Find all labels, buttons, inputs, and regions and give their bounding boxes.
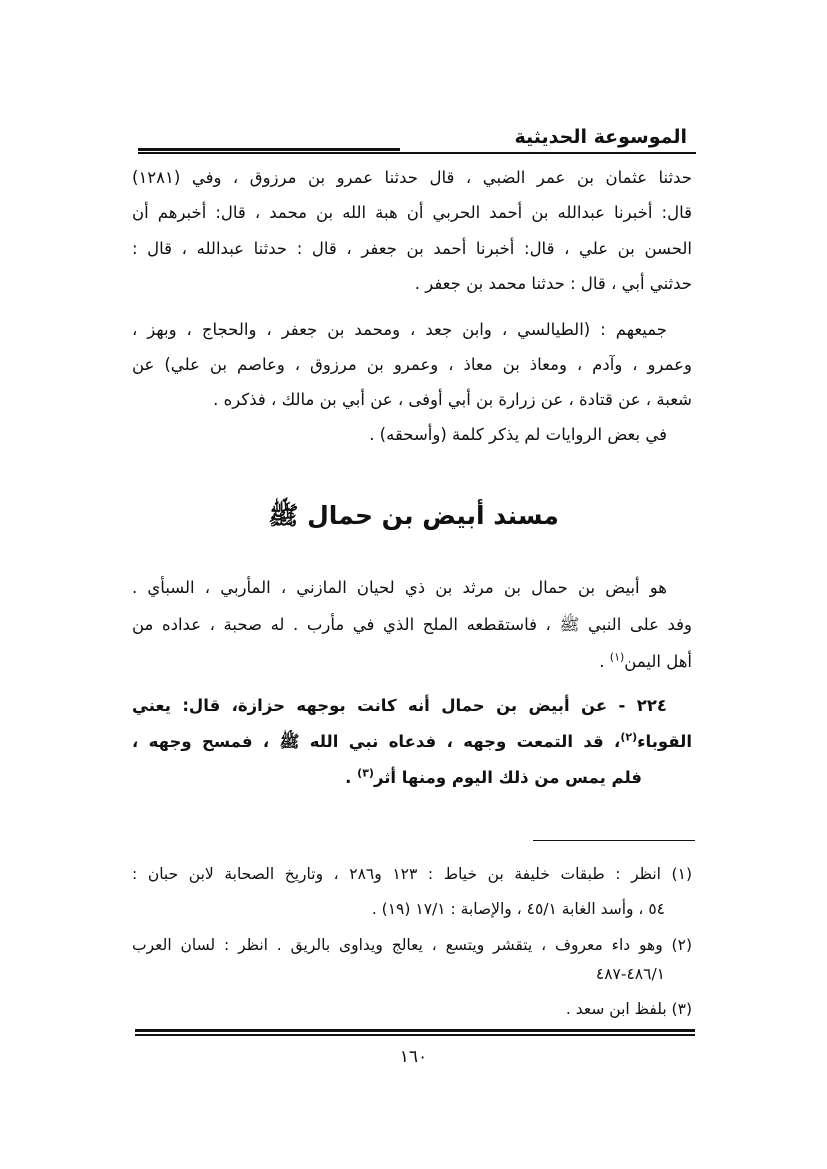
footnote-line: (٢) وهو داء معروف ، يتقشر ويتسع ، يعالج ويداوى بالريق . انظر : لسان العرب bbox=[132, 936, 692, 954]
text-line: وعمرو ، وآدم ، ومعاذ بن معاذ ، وعمرو بن مرزوق ، وعاصم بن علي) عن bbox=[132, 355, 692, 374]
footer-rule-thick bbox=[135, 1029, 695, 1032]
footnote-line: ٥٤ ، وأسد الغابة ٤٥/١ ، والإصابة : ١٧/١ (١٩) . bbox=[371, 900, 665, 918]
footnote-ref-2: (٢) bbox=[620, 730, 638, 744]
footnote-ref-1: (١) bbox=[609, 650, 625, 664]
running-header-title: الموسوعة الحديثية bbox=[514, 126, 687, 148]
text-line: جميعهم : (الطيالسي ، وابن جعد ، ومحمد بن جعفر ، والحجاج ، وبهز ، bbox=[132, 320, 667, 339]
section-title: مسند أبيض بن حمال ﷺ bbox=[268, 501, 559, 530]
footnote-ref-3: (٣) bbox=[357, 766, 374, 780]
bio-line: هو أبيض بن حمال بن مرثد بن ذي لحيان المازني ، المأربي ، السبأي . bbox=[132, 578, 667, 597]
footnote-line: (١) انظر : طبقات خليفة بن خياط : ١٢٣ و٢٨٦ ، وتاريخ الصحابة لابن حبان : bbox=[132, 865, 692, 883]
footnote-separator bbox=[533, 840, 695, 841]
text-line: قال: أخبرنا عبدالله بن أحمد الحربي أن هبة الله بن محمد ، قال: أخبرهم أن bbox=[132, 203, 692, 222]
footnote-line: (٣) بلفظ ابن سعد . bbox=[565, 1000, 692, 1018]
hadith-line: ٢٢٤ - عن أبيض بن حمال أنه كانت بوجهه حزازة، قال: يعني bbox=[132, 696, 667, 715]
text-line: حدثني أبي ، قال : حدثنا محمد بن جعفر . bbox=[414, 274, 692, 293]
text-line: الحسن بن علي ، قال: أخبرنا أحمد بن جعفر ، قال : حدثنا عبدالله ، قال : bbox=[132, 239, 692, 258]
page-number: ١٦٠ bbox=[399, 1047, 428, 1067]
hadith-text: ، قد التمعت وجهه ، فدعاه نبي الله ﷺ ، فمسح وجهه ، bbox=[132, 732, 621, 751]
hadith-text: . bbox=[345, 768, 358, 787]
hadith-line bbox=[142, 766, 642, 790]
text-line: في بعض الروايات لم يذكر كلمة (وأسحقه) . bbox=[369, 425, 667, 444]
footer-rule-thin bbox=[135, 1034, 695, 1036]
text-line: حدثنا عثمان بن عمر الضبي ، قال حدثنا عمرو بن مرزوق ، وفي (١٢٨١) bbox=[132, 168, 692, 187]
header-rule-thick bbox=[138, 148, 400, 151]
text-line: شعبة ، عن قتادة ، عن زرارة بن أبي أوفى ، عن أبي بن مالك ، فذكره . bbox=[213, 390, 692, 409]
hadith-text: فلم يمس من ذلك اليوم ومنها أثر bbox=[373, 768, 642, 787]
hadith-line bbox=[132, 730, 692, 754]
bio-line: وفد على النبي ﷺ ، فاستقطعه الملح الذي في مأرب . له صحبة ، عداده من bbox=[132, 615, 692, 634]
footnote-line: ٤٨٦/١-٤٨٧ bbox=[595, 965, 665, 983]
hadith-text: القوباء bbox=[637, 732, 692, 751]
bio-text: أهل اليمن bbox=[624, 652, 692, 671]
bio-text: . bbox=[599, 652, 610, 671]
header-rule-thin bbox=[138, 152, 696, 154]
bio-line bbox=[132, 650, 692, 674]
